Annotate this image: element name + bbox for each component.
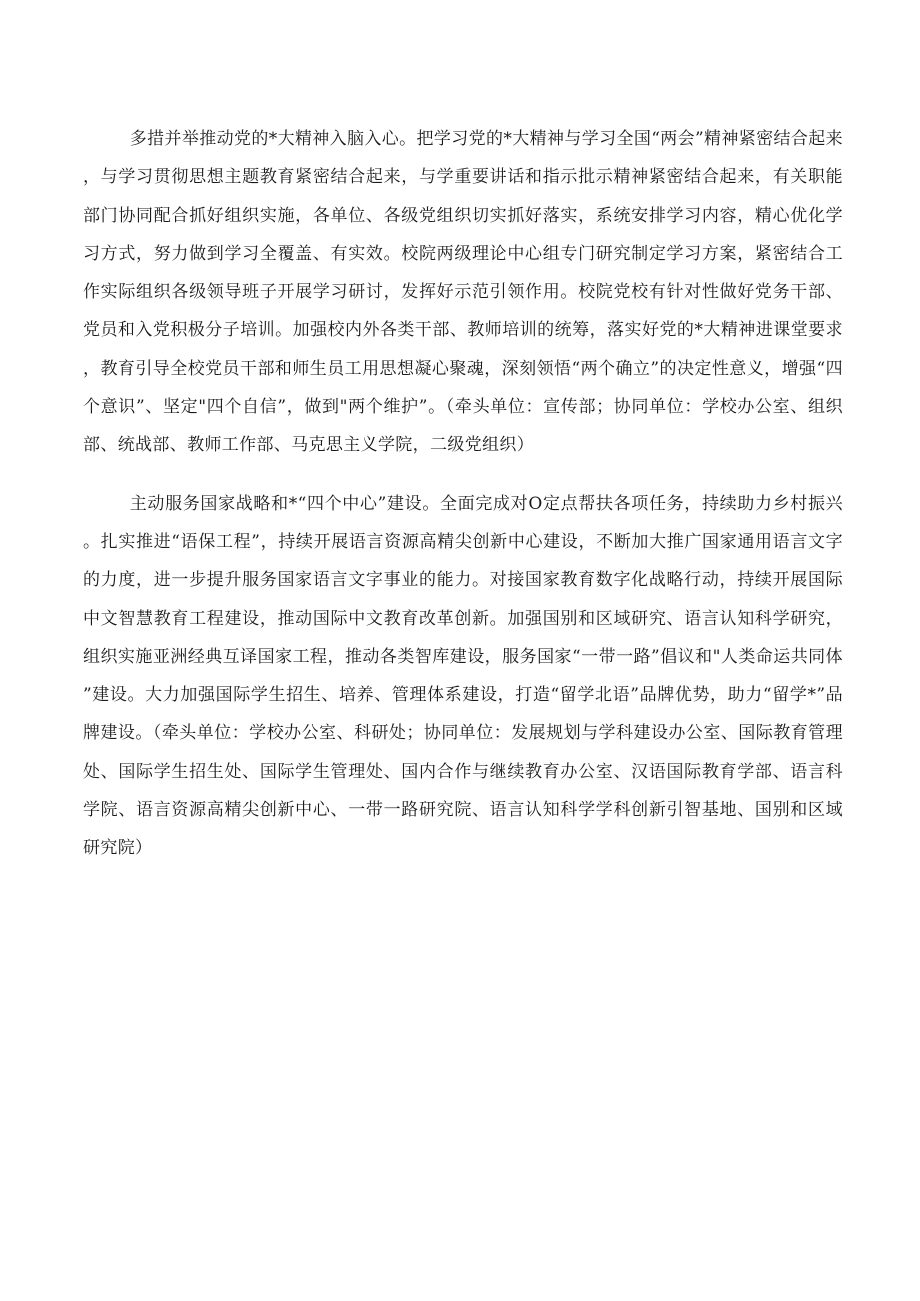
paragraph-party-spirit-study: 多措并举推动党的*大精神入脑入心。把学习党的*大精神与学习全国“两会”精神紧密结合起来，与学习贯彻思想主题教育紧密结合起来，与学重要讲话和指示批示精神紧密结合起来，有关职能部门协同配合抓好组织实施，各单位、各级党组织切实抓好落实，系统安排学习内容，精心优化学习方式，努力做到学习全覆盖、有实效。校院两级理论中心组专门研究制定学习方案，紧密结合工作实际组织各级领导班子开展学习研讨，发挥好示范引领作用。校院党校有针对性做好党务干部、党员和入党积极分子培训。加强校内外各类干部、教师培训的统筹，落实好党的*大精神进课堂要求，教育引导全校党员干部和师生员工用思想凝心聚魂，深刻领悟“两个确立”的决定性意义，增强“四个意识”、坚定"四个自信”，做到"两个维护”。（牵头单位：宣传部；协同单位：学校办公室、组织部、统战部、教师工作部、马克思主义学院，二级党组织） [83,129,843,456]
document-body [83,120,843,868]
paragraph-national-strategy-service: 主动服务国家战略和*“四个中心”建设。全面完成对O定点帮扶各项任务，持续助力乡村振兴。扎实推进“语保工程”，持续开展语言资源高精尖创新中心建设，不断加大推广国家通用语言文字的力度，进一步提升服务国家语言文字事业的能力。对接国家教育数字化战略行动，持续开展国际中文智慧教育工程建设，推动国际中文教育改革创新。加强国别和区域研究、语言认知科学研究，组织实施亚洲经典互译国家工程，推动各类智库建设，服务国家“一带一路”倡议和"人类命运共同体”建设。大力加强国际学生招生、培养、管理体系建设，打造“留学北语”品牌优势，助力“留学*”品牌建设。（牵头单位：学校办公室、科研处；协同单位：发展规划与学科建设办公室、国际教育管理处、国际学生招生处、国际学生管理处、国内合作与继续教育办公室、汉语国际教育学部、语言科学院、语言资源高精尖创新中心、一带一路研究院、语言认知科学学科创新引智基地、国别和区域研究院） [83,493,843,859]
